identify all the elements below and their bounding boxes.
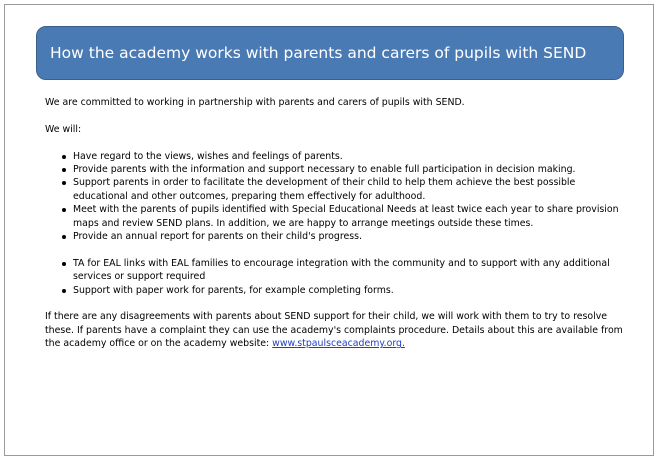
document-body: [45, 96, 625, 351]
list-item: Have regard to the views, wishes and feelings of parents.: [45, 150, 625, 163]
academy-website-link[interactable]: www.stpaulsceacademy.org.: [272, 338, 405, 350]
list-item: Meet with the parents of pupils identified with Special Educational Needs at least twice each year to share provision maps and review SEND plans. In addition, we are happy to arrange meetings outside these times.: [45, 203, 625, 230]
we-will-label: We will:: [45, 123, 82, 135]
commitments-list: [45, 150, 625, 244]
additional-support-list: [45, 257, 625, 297]
list-item: Provide parents with the information and support necessary to enable full participation in decision making.: [45, 163, 625, 176]
list-item: TA for EAL links with EAL families to encourage integration with the community and to support with any additional services or support required: [45, 257, 625, 284]
list-item: Support parents in order to facilitate the development of their child to help them achieve the best possible educational and other outcomes, preparing them effectively for adulthood.: [45, 176, 625, 203]
intro-paragraph: We are committed to working in partnership with parents and carers of pupils with SEND.: [45, 97, 465, 108]
list-item: Provide an annual report for parents on their child's progress.: [45, 230, 625, 243]
section-title-banner: [36, 26, 624, 80]
complaints-text: If there are any disagreements with parents about SEND support for their child, we will work with them to try to resolve these. If parents have a complaint they can use the academy's complaints procedure. Details about this are available from the academy office or on the academy website:: [45, 311, 623, 350]
page-title: How the academy works with parents and carers of pupils with SEND: [50, 44, 587, 62]
list-item: Support with paper work for parents, for example completing forms.: [45, 284, 625, 297]
complaints-paragraph: [45, 310, 625, 350]
